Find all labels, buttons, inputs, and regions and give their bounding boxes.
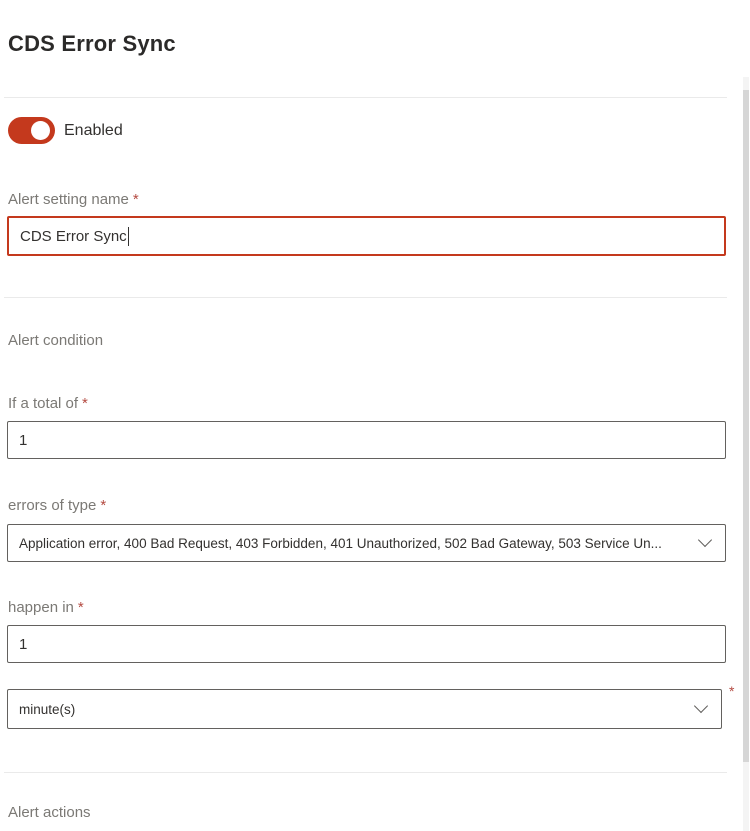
error-types-value: Application error, 400 Bad Request, 403 Forbidden, 401 Unauthorized, 502 Bad Gateway, 503 Service Un... <box>19 535 662 551</box>
happen-in-input[interactable] <box>7 625 726 663</box>
alert-setting-name-value: CDS Error Sync <box>20 227 127 245</box>
scrollbar[interactable] <box>743 77 749 831</box>
if-a-total-of-label: If a total of * <box>8 395 88 412</box>
required-asterisk: * <box>132 191 139 208</box>
toggle-label: Enabled <box>64 122 123 139</box>
scrollbar-thumb[interactable] <box>743 90 749 762</box>
happen-in-value: 1 <box>19 635 28 653</box>
required-asterisk: * <box>729 683 735 699</box>
alert-setting-name-input[interactable] <box>7 216 726 256</box>
total-count-input[interactable] <box>7 421 726 459</box>
errors-of-type-label: errors of type * <box>8 497 107 514</box>
chevron-down-icon <box>700 535 711 546</box>
required-asterisk: * <box>82 395 88 412</box>
divider <box>4 772 727 773</box>
chevron-down-icon <box>696 701 707 712</box>
time-unit-value: minute(s) <box>19 701 76 717</box>
divider <box>4 297 727 298</box>
happen-in-label: happen in * <box>8 599 84 616</box>
required-asterisk: * <box>77 599 84 616</box>
toggle-knob <box>31 121 50 140</box>
required-asterisk: * <box>100 497 107 514</box>
total-count-value: 1 <box>19 431 28 449</box>
enabled-toggle[interactable] <box>8 117 55 144</box>
error-types-dropdown[interactable] <box>7 524 726 562</box>
alert-condition-section-label: Alert condition <box>8 332 104 349</box>
alert-actions-section-label: Alert actions <box>8 804 91 821</box>
time-unit-dropdown[interactable] <box>7 689 722 729</box>
text-cursor <box>128 227 129 246</box>
divider <box>4 97 727 98</box>
alert-setting-name-label: Alert setting name * <box>8 191 139 208</box>
page-title: CDS Error Sync <box>8 31 176 56</box>
